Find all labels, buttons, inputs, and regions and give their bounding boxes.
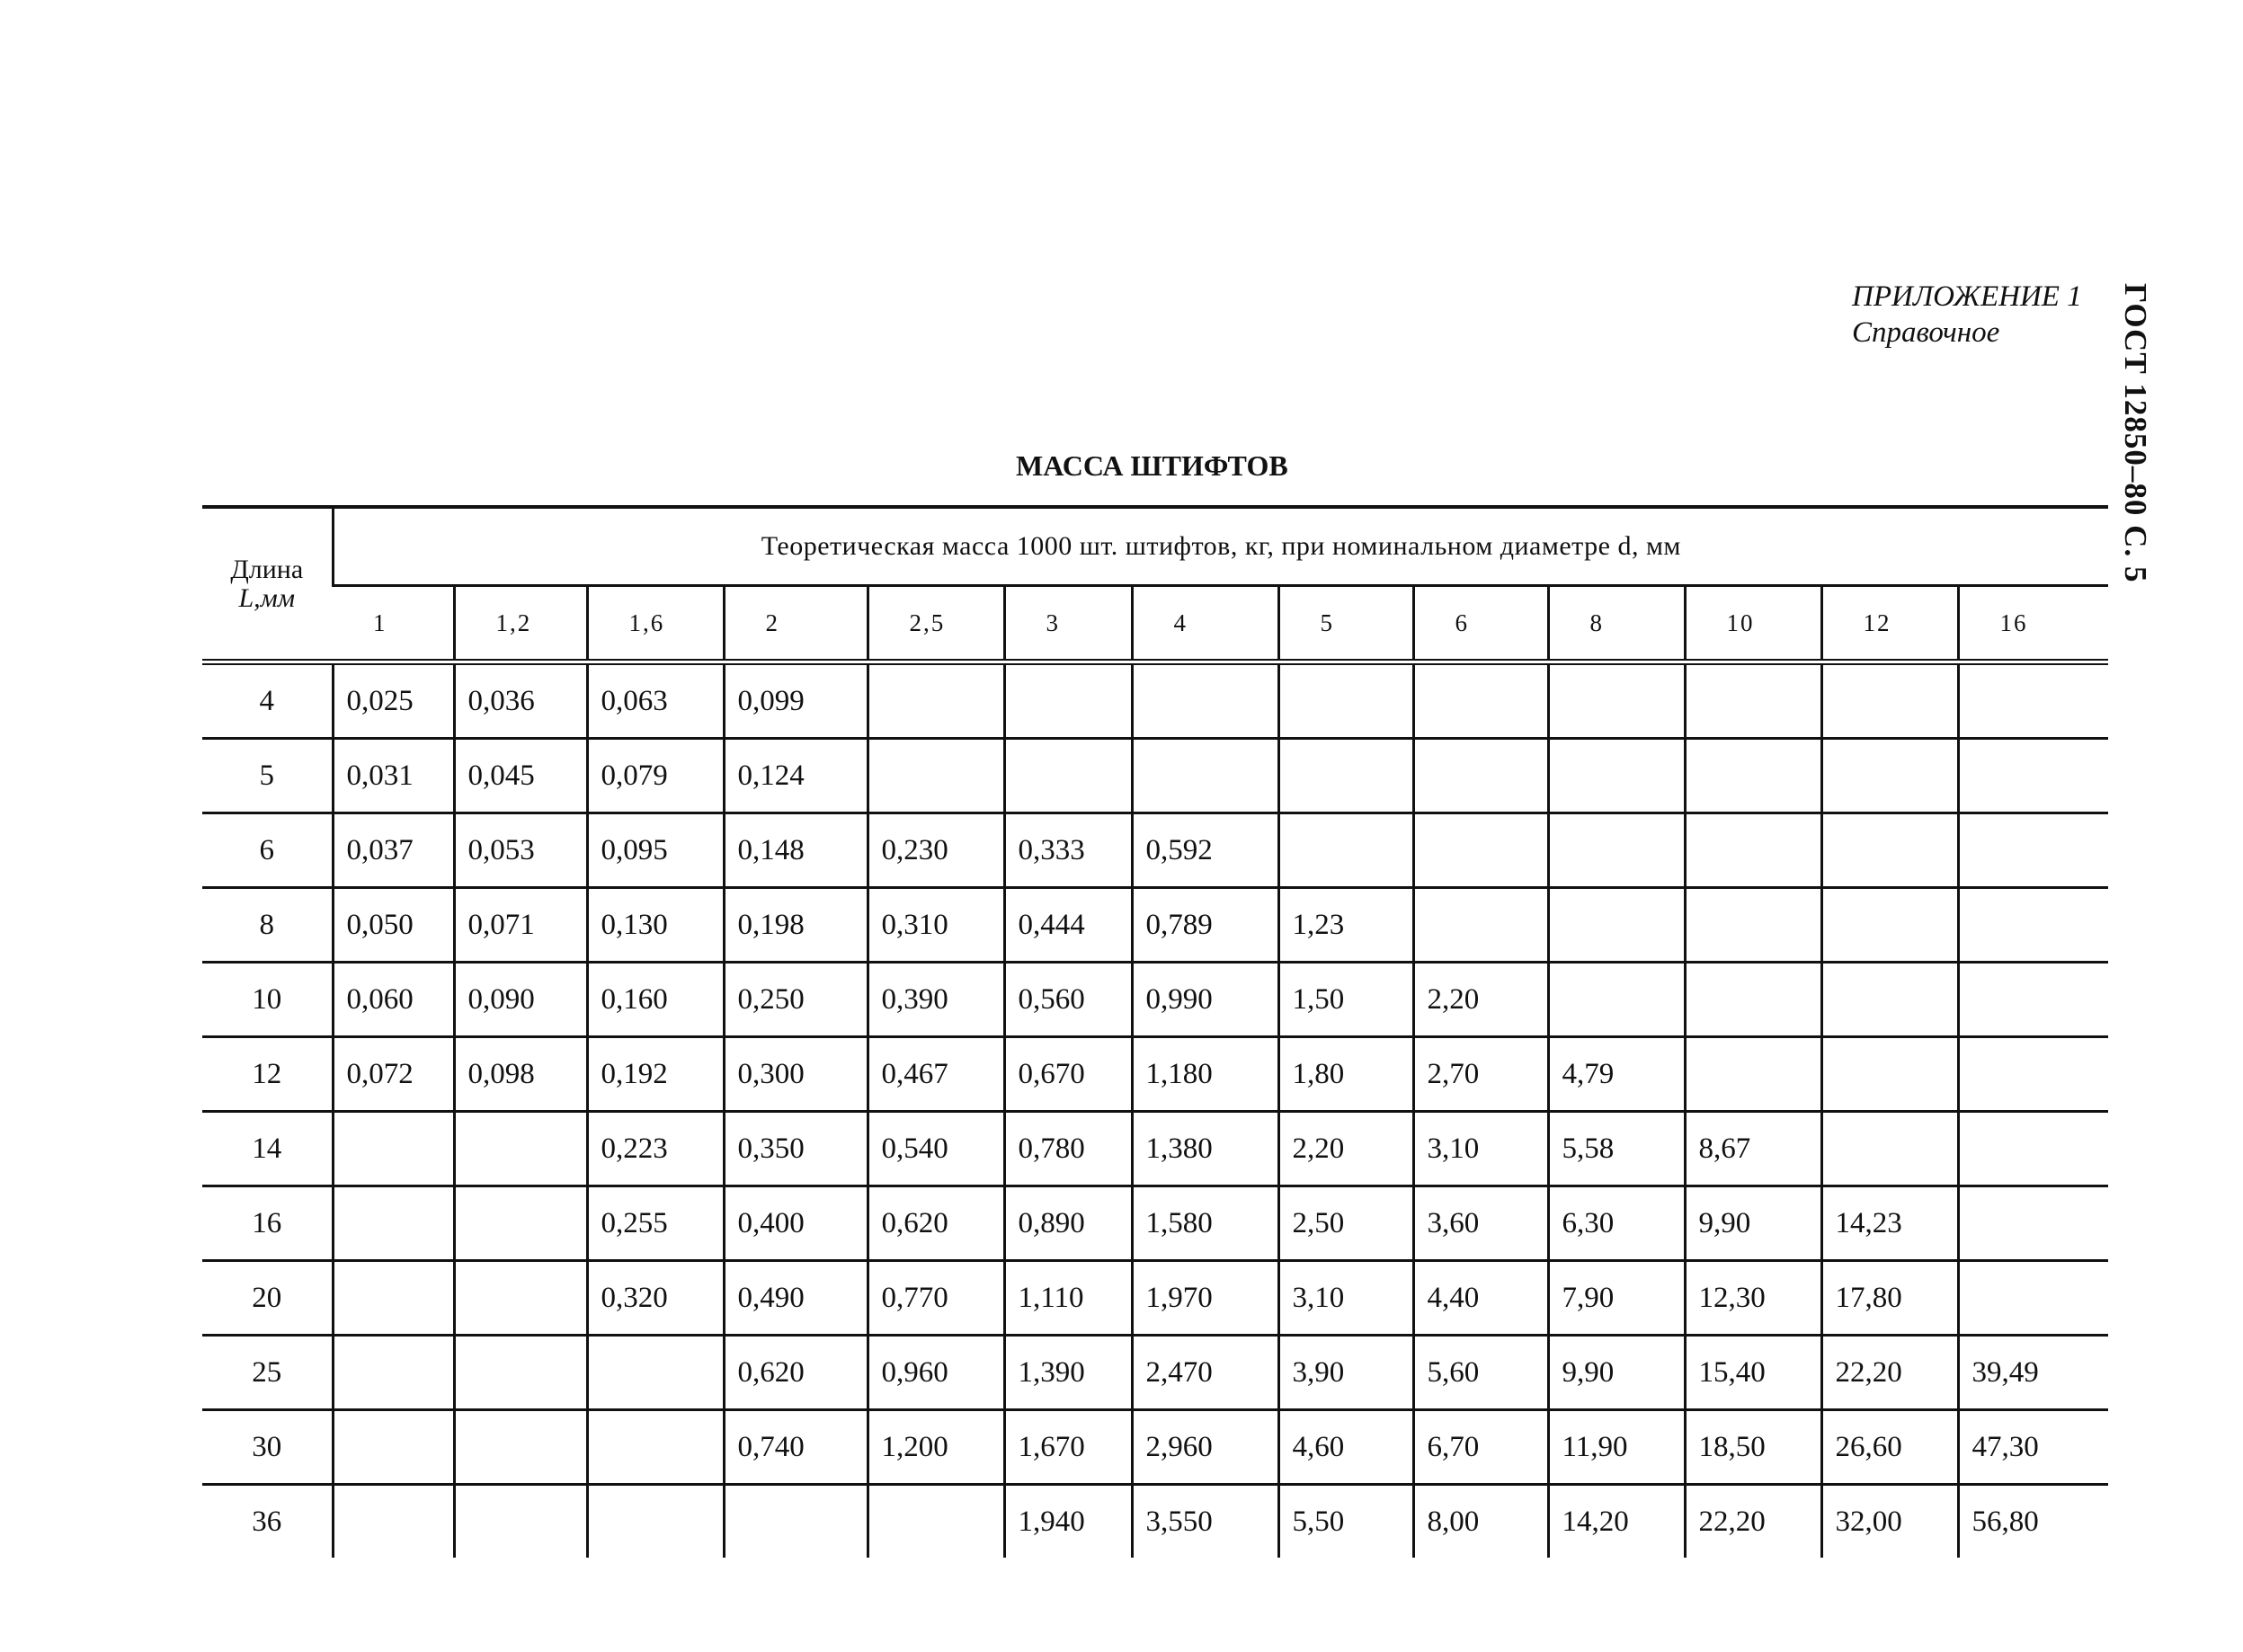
- mass-cell: [1278, 813, 1413, 888]
- mass-cell: [1685, 662, 1821, 739]
- mass-cell: [333, 1336, 454, 1410]
- mass-cell: [1278, 662, 1413, 739]
- length-cell: 4: [202, 662, 333, 739]
- mass-cell: 39,49: [1958, 1336, 2108, 1410]
- mass-cell: 2,20: [1413, 963, 1548, 1037]
- mass-cell: 14,20: [1548, 1485, 1685, 1559]
- mass-cell: 0,053: [454, 813, 587, 888]
- mass-cell: [1548, 963, 1685, 1037]
- diameter-header-cell: 1: [333, 586, 454, 662]
- mass-cell: 1,390: [1004, 1336, 1132, 1410]
- mass-cell: [1548, 888, 1685, 963]
- mass-cell: 47,30: [1958, 1410, 2108, 1485]
- mass-cell: 56,80: [1958, 1485, 2108, 1559]
- mass-cell: 0,099: [724, 662, 868, 739]
- mass-cell: [587, 1485, 724, 1559]
- mass-cell: 0,060: [333, 963, 454, 1037]
- mass-cell: [1413, 888, 1548, 963]
- mass-cell: [333, 1410, 454, 1485]
- mass-cell: [1958, 888, 2108, 963]
- table-row: [202, 1186, 2108, 1261]
- mass-cell: [1413, 662, 1548, 739]
- mass-cell: [1821, 662, 1958, 739]
- table-row: [202, 739, 2108, 813]
- mass-cell: 0,148: [724, 813, 868, 888]
- mass-cell: [1958, 1186, 2108, 1261]
- mass-cell: 1,50: [1278, 963, 1413, 1037]
- length-cell: 16: [202, 1186, 333, 1261]
- mass-cell: [1821, 963, 1958, 1037]
- mass-cell: 0,400: [724, 1186, 868, 1261]
- mass-cell: 26,60: [1821, 1410, 1958, 1485]
- mass-cell: 0,467: [868, 1037, 1004, 1112]
- mass-cell: [1958, 739, 2108, 813]
- page-title: МАССА ШТИФТОВ: [1016, 449, 1288, 482]
- mass-cell: 0,130: [587, 888, 724, 963]
- table-header-row: [202, 507, 2108, 586]
- mass-cell: 4,40: [1413, 1261, 1548, 1336]
- mass-cell: 3,550: [1132, 1485, 1278, 1559]
- mass-cell: 0,670: [1004, 1037, 1132, 1112]
- mass-cell: [868, 739, 1004, 813]
- mass-cell: 0,620: [724, 1336, 868, 1410]
- mass-cell: [1821, 1037, 1958, 1112]
- mass-cell: 0,560: [1004, 963, 1132, 1037]
- mass-cell: 4,79: [1548, 1037, 1685, 1112]
- mass-cell: [1004, 739, 1132, 813]
- mass-cell: 0,310: [868, 888, 1004, 963]
- mass-cell: 3,60: [1413, 1186, 1548, 1261]
- mass-cell: [1685, 739, 1821, 813]
- mass-cell: 0,072: [333, 1037, 454, 1112]
- mass-cell: [724, 1485, 868, 1559]
- mass-cell: 1,940: [1004, 1485, 1132, 1559]
- length-cell: 8: [202, 888, 333, 963]
- mass-cell: 0,071: [454, 888, 587, 963]
- mass-cell: 5,60: [1413, 1336, 1548, 1410]
- mass-cell: 7,90: [1548, 1261, 1685, 1336]
- mass-cell: 0,540: [868, 1112, 1004, 1186]
- mass-cell: 9,90: [1685, 1186, 1821, 1261]
- mass-cell: [454, 1112, 587, 1186]
- mass-cell: 0,124: [724, 739, 868, 813]
- mass-cell: 3,10: [1413, 1112, 1548, 1186]
- mass-cell: 0,333: [1004, 813, 1132, 888]
- length-cell: 10: [202, 963, 333, 1037]
- length-cell: 30: [202, 1410, 333, 1485]
- mass-cell: 0,192: [587, 1037, 724, 1112]
- mass-cell: 0,592: [1132, 813, 1278, 888]
- diameter-header-cell: 16: [1958, 586, 2108, 662]
- table-row: [202, 1485, 2108, 1559]
- diameter-header-cell: 2: [724, 586, 868, 662]
- length-cell: 6: [202, 813, 333, 888]
- mass-cell: 15,40: [1685, 1336, 1821, 1410]
- mass-cell: 11,90: [1548, 1410, 1685, 1485]
- table-row: [202, 963, 2108, 1037]
- mass-cell: 0,390: [868, 963, 1004, 1037]
- mass-cell: 0,620: [868, 1186, 1004, 1261]
- mass-cell: [454, 1485, 587, 1559]
- mass-cell: 6,30: [1548, 1186, 1685, 1261]
- mass-cell: 12,30: [1685, 1261, 1821, 1336]
- mass-cell: 1,580: [1132, 1186, 1278, 1261]
- mass-cell: 3,10: [1278, 1261, 1413, 1336]
- table-row: [202, 1336, 2108, 1410]
- mass-cell: [454, 1261, 587, 1336]
- mass-cell: 14,23: [1821, 1186, 1958, 1261]
- length-cell: 5: [202, 739, 333, 813]
- mass-cell: [333, 1261, 454, 1336]
- mass-cell: 0,490: [724, 1261, 868, 1336]
- mass-cell: 1,380: [1132, 1112, 1278, 1186]
- length-cell: 25: [202, 1336, 333, 1410]
- mass-cell: [587, 1336, 724, 1410]
- standard-page-label: ГОСТ 12850–80 С. 5: [2118, 283, 2153, 583]
- mass-cell: [1278, 739, 1413, 813]
- mass-cell: 0,350: [724, 1112, 868, 1186]
- mass-cell: 5,50: [1278, 1485, 1413, 1559]
- mass-cell: 32,00: [1821, 1485, 1958, 1559]
- mass-cell: [1685, 888, 1821, 963]
- mass-cell: [1004, 662, 1132, 739]
- mass-cell: [1413, 813, 1548, 888]
- mass-cell: [1958, 1261, 2108, 1336]
- mass-cell: 0,320: [587, 1261, 724, 1336]
- mass-cell: 0,198: [724, 888, 868, 963]
- mass-cell: 0,890: [1004, 1186, 1132, 1261]
- mass-cell: [1821, 888, 1958, 963]
- mass-cell: 0,740: [724, 1410, 868, 1485]
- mass-cell: [868, 662, 1004, 739]
- mass-cell: 1,180: [1132, 1037, 1278, 1112]
- mass-cell: [1132, 739, 1278, 813]
- mass-cell: [1548, 813, 1685, 888]
- mass-cell: 0,095: [587, 813, 724, 888]
- mass-cell: 5,58: [1548, 1112, 1685, 1186]
- mass-cell: 1,23: [1278, 888, 1413, 963]
- mass-cell: 18,50: [1685, 1410, 1821, 1485]
- diameter-header-row: [202, 586, 2108, 662]
- mass-cell: 6,70: [1413, 1410, 1548, 1485]
- diameter-header-cell: 4: [1132, 586, 1278, 662]
- mass-span-header: Теоретическая масса 1000 шт. штифтов, кг, при номинальном диаметре d, мм: [333, 507, 2108, 586]
- mass-cell: 17,80: [1821, 1261, 1958, 1336]
- mass-cell: [868, 1485, 1004, 1559]
- appendix-title: ПРИЛОЖЕНИЕ 1: [1852, 280, 2082, 313]
- mass-cell: 0,160: [587, 963, 724, 1037]
- mass-cell: 2,470: [1132, 1336, 1278, 1410]
- table-row: [202, 813, 2108, 888]
- mass-table: [202, 505, 2108, 1558]
- mass-cell: [1685, 813, 1821, 888]
- diameter-header-cell: 8: [1548, 586, 1685, 662]
- diameter-header-cell: 5: [1278, 586, 1413, 662]
- mass-cell: [1958, 963, 2108, 1037]
- length-header-line1: Длина: [230, 554, 304, 584]
- mass-cell: [1958, 1037, 2108, 1112]
- diameter-header-cell: 10: [1685, 586, 1821, 662]
- diameter-header-cell: 1,2: [454, 586, 587, 662]
- appendix-block: [1852, 279, 2082, 351]
- mass-cell: 0,090: [454, 963, 587, 1037]
- mass-cell: 4,60: [1278, 1410, 1413, 1485]
- mass-cell: 0,223: [587, 1112, 724, 1186]
- mass-cell: 0,079: [587, 739, 724, 813]
- mass-cell: 0,025: [333, 662, 454, 739]
- mass-cell: [1685, 963, 1821, 1037]
- length-header-line2: L,мм: [238, 582, 295, 613]
- mass-cell: [1958, 662, 2108, 739]
- table-row: [202, 662, 2108, 739]
- mass-cell: 0,250: [724, 963, 868, 1037]
- mass-cell: 0,037: [333, 813, 454, 888]
- mass-cell: 0,770: [868, 1261, 1004, 1336]
- mass-cell: [454, 1410, 587, 1485]
- diameter-header-cell: 3: [1004, 586, 1132, 662]
- mass-cell: [1958, 813, 2108, 888]
- mass-cell: 0,780: [1004, 1112, 1132, 1186]
- mass-cell: 22,20: [1821, 1336, 1958, 1410]
- mass-cell: 0,789: [1132, 888, 1278, 963]
- mass-cell: 1,80: [1278, 1037, 1413, 1112]
- mass-cell: [1132, 662, 1278, 739]
- mass-cell: 2,50: [1278, 1186, 1413, 1261]
- mass-cell: [333, 1485, 454, 1559]
- table-row: [202, 1112, 2108, 1186]
- mass-cell: 2,960: [1132, 1410, 1278, 1485]
- mass-cell: [333, 1186, 454, 1261]
- mass-cell: 0,230: [868, 813, 1004, 888]
- mass-cell: 3,90: [1278, 1336, 1413, 1410]
- appendix-subtitle: Справочное: [1852, 316, 2000, 349]
- table-row: [202, 1410, 2108, 1485]
- length-cell: 14: [202, 1112, 333, 1186]
- length-cell: 36: [202, 1485, 333, 1559]
- mass-cell: 1,110: [1004, 1261, 1132, 1336]
- mass-cell: 2,20: [1278, 1112, 1413, 1186]
- diameter-header-cell: 1,6: [587, 586, 724, 662]
- mass-cell: 0,960: [868, 1336, 1004, 1410]
- mass-cell: 0,300: [724, 1037, 868, 1112]
- mass-cell: [1958, 1112, 2108, 1186]
- mass-cell: 2,70: [1413, 1037, 1548, 1112]
- mass-cell: 8,00: [1413, 1485, 1548, 1559]
- mass-cell: 22,20: [1685, 1485, 1821, 1559]
- mass-cell: 0,036: [454, 662, 587, 739]
- mass-cell: [1548, 662, 1685, 739]
- length-cell: 12: [202, 1037, 333, 1112]
- mass-cell: [1821, 1112, 1958, 1186]
- length-column-header: [202, 507, 333, 662]
- mass-cell: [454, 1336, 587, 1410]
- mass-cell: 0,990: [1132, 963, 1278, 1037]
- mass-cell: [454, 1186, 587, 1261]
- mass-cell: 1,200: [868, 1410, 1004, 1485]
- mass-cell: 0,444: [1004, 888, 1132, 963]
- mass-cell: 0,045: [454, 739, 587, 813]
- mass-cell: [1548, 739, 1685, 813]
- table-row: [202, 1261, 2108, 1336]
- diameter-header-cell: 2,5: [868, 586, 1004, 662]
- mass-cell: 0,050: [333, 888, 454, 963]
- mass-cell: 8,67: [1685, 1112, 1821, 1186]
- mass-cell: 0,255: [587, 1186, 724, 1261]
- diameter-header-cell: 12: [1821, 586, 1958, 662]
- mass-cell: [587, 1410, 724, 1485]
- mass-cell: 0,063: [587, 662, 724, 739]
- mass-cell: 1,970: [1132, 1261, 1278, 1336]
- mass-cell: 1,670: [1004, 1410, 1132, 1485]
- table-row: [202, 888, 2108, 963]
- mass-cell: 0,098: [454, 1037, 587, 1112]
- table-body: [202, 662, 2108, 1559]
- mass-cell: [1821, 813, 1958, 888]
- mass-cell: 9,90: [1548, 1336, 1685, 1410]
- table-row: [202, 1037, 2108, 1112]
- mass-cell: [333, 1112, 454, 1186]
- mass-cell: [1685, 1037, 1821, 1112]
- mass-cell: 0,031: [333, 739, 454, 813]
- length-cell: 20: [202, 1261, 333, 1336]
- mass-cell: [1413, 739, 1548, 813]
- diameter-header-cell: 6: [1413, 586, 1548, 662]
- mass-cell: [1821, 739, 1958, 813]
